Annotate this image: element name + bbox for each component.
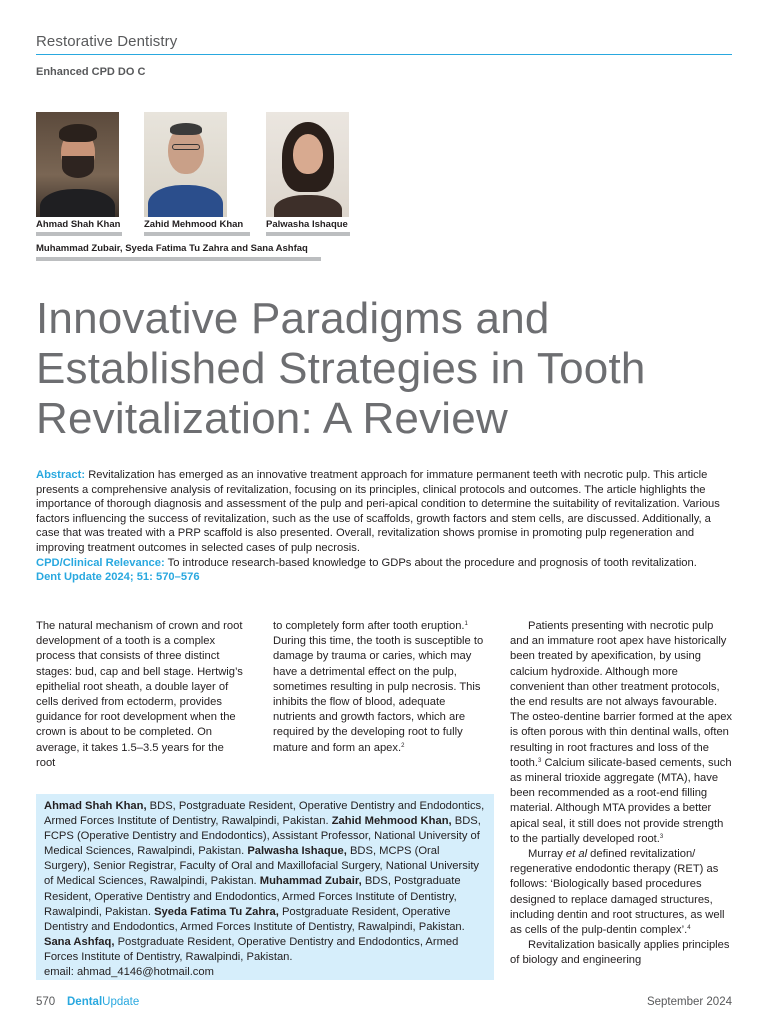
section-header [36, 33, 732, 55]
affil-text-1: BDS, Postgraduate Resident, Operative Dentistry and Endodontics, Armed Forces Institute of Dentistry, Rawalpindi, Pakistan. [44, 800, 485, 828]
affil-text-6: Postgraduate Resident, Operative Dentistry and Endodontics, Armed Forces Institute of Dentistry, Rawalpindi, Pakistan. [44, 935, 459, 963]
author-photo-2 [144, 112, 227, 217]
body-column-2 [273, 619, 487, 756]
name-underline-3 [266, 232, 350, 236]
affil-name-5: Syeda Fatima Tu Zahra, [154, 905, 279, 918]
col2-text-a: to completely form after tooth eruption. [273, 620, 465, 632]
brand-bold: Dental [67, 996, 103, 1008]
body-column-1 [36, 619, 246, 771]
col3-text-2: defined revitalization/ regenerative endodontic therapy (RET) as follows: ‘Biologically based procedures designed to replace damaged structures, including dentin and root structures, as well as cells of the pulp-dentin complex’. [510, 848, 725, 937]
coauthors-underline [36, 257, 321, 261]
citation: Dent Update 2024; 51: 570–576 [36, 571, 200, 584]
affil-name-6: Sana Ashfaq, [44, 935, 115, 948]
author-email[interactable]: email: ahmad_4146@hotmail.com [44, 966, 214, 979]
name-underline-1 [36, 232, 122, 236]
affil-text-5: Postgraduate Resident, Operative Dentistry and Endodontics, Armed Forces Institute of Dentistry, Rawalpindi, Pakistan. [44, 905, 465, 933]
col3-ref-1a: 3 [538, 757, 542, 764]
col3-ref-1b: 3 [659, 833, 664, 840]
col3-paragraph-1 [510, 619, 732, 847]
affil-name-4: Muhammad Zubair, [259, 875, 362, 888]
col3-text-1b: Calcium silicate-based cements, such as mineral trioxide aggregate (MTA), have been recommended as a root-end filling material. Although MTA provides a better apical seal, it still does not provide strength to the partially developed root. [510, 756, 732, 845]
col3-paragraph-2 [510, 847, 732, 938]
author-photo-3 [266, 112, 349, 217]
affil-name-1: Ahmad Shah Khan, [44, 800, 147, 812]
col3-text-1a: Patients presenting with necrotic pulp and an immature root apex have historically been treated by apexification, by using calcium hydroxide. Although more convenient than other treatment protocols, the end results are not always favourable. The osteo-dentine barrier formed at the apex is often porous with thin dentinal walls, often resulting in root fractures and loss of the tooth. [510, 620, 733, 769]
abstract-text: Revitalization has emerged as an innovative treatment approach for immature permanent teeth with necrotic pulp. This article presents a comprehensive analysis of revitalization, focusing on its principles, clinical protocols and outcomes. The article highlights the importance of thorough diagnosis and assessment of the pulp and peri-apical condition to determine the suitability of revitalization. Various factors influencing the success of revitalization, such as the use of scaffolds, growth factors and stem cells, are discussed. Additionally, a case that was treated with a PRP scaffold is also presented. Overall, revitalization shows promise in promoting pulp regeneration and improving treatment outcomes in selected cases of pulp necrosis. [36, 469, 720, 554]
affil-name-2: Zahid Mehmood Khan, [331, 815, 452, 828]
affil-text-3: BDS, MCPS (Oral Surgery), Senior Registrar, Faculty of Oral and Maxillofacial Surgery, National University of Medical Sciences, Rawalpindi, Pakistan. [44, 845, 480, 888]
brand-light: Update [102, 996, 140, 1008]
name-underline-2 [144, 232, 250, 236]
col1-paragraph: The natural mechanism of crown and root development of a tooth is a complex process that consists of three distinct stages: bud, cap and bell stage. Hertwig’s epithelial root sheath, a double layer of cells derived from ectoderm, provides guidance for root development when the crown is about to be completed. On average, it takes 1.5–3.5 years for the root [36, 620, 243, 769]
affiliations-box [36, 794, 494, 980]
col3-paragraph-3: Revitalization basically applies principles of biology and engineering [510, 939, 730, 967]
abstract [36, 468, 726, 585]
page-number: 570 [36, 996, 56, 1008]
affil-text-2: BDS, FCPS (Operative Dentistry and Endodontics), Assistant Professor, National University of Medical Sciences, Rawalpindi, Pakistan. [44, 815, 481, 858]
col3-etal: et al [565, 848, 588, 861]
body-column-3 [510, 619, 732, 969]
cpd-label: Enhanced CPD DO C [36, 66, 146, 78]
affil-text-4: BDS, Postgraduate Resident, Operative Dentistry and Endodontics, Armed Forces Institute of Dentistry, Rawalpindi, Pakistan. [44, 875, 461, 918]
relevance-text: To introduce research-based knowledge to GDPs about the procedure and prognosis of tooth revitalization. [164, 556, 697, 569]
author-photo-1 [36, 112, 119, 217]
section-title: Restorative Dentistry [36, 33, 178, 50]
coauthors: Muhammad Zubair, Syeda Fatima Tu Zahra and Sana Ashfaq [36, 243, 308, 254]
col2-ref-b: 2 [401, 742, 405, 749]
affil-name-3: Palwasha Ishaque, [247, 845, 347, 858]
author-name-1: Ahmad Shah Khan [36, 219, 121, 230]
col2-paragraph [273, 619, 487, 756]
col3-author: Murray [528, 848, 566, 861]
col2-ref-a: 1 [464, 621, 468, 627]
journal-brand [67, 996, 139, 1008]
abstract-label: Abstract: [36, 469, 86, 481]
col2-text-b: During this time, the tooth is susceptible to damage by trauma or caries, which may have a detrimental effect on the pulp, sometimes resulting in pulp necrosis. This inhibits the flow of blood, adequate nutrients and growth factors, which are required by the developing root to fully mature and form an apex. [273, 635, 484, 754]
col3-ref-2: 4 [687, 925, 691, 932]
author-name-3: Palwasha Ishaque [266, 219, 348, 230]
author-name-2: Zahid Mehmood Khan [144, 219, 244, 230]
relevance-label: CPD/Clinical Relevance: [36, 556, 165, 569]
article-title: Innovative Paradigms and Established Strategies in Tooth Revitalization: A Review [36, 294, 646, 443]
issue-date: September 2024 [646, 996, 732, 1008]
